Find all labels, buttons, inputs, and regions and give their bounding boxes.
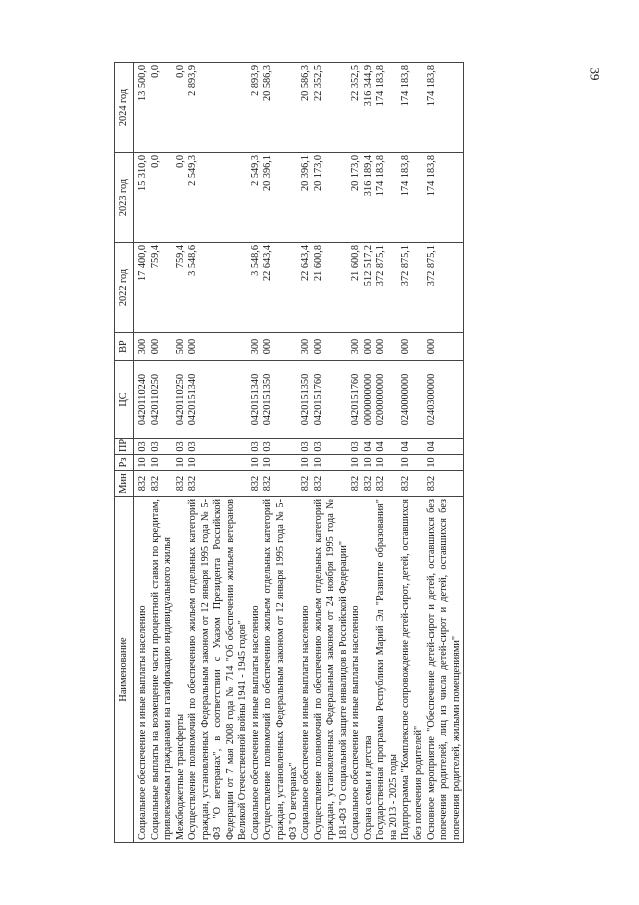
table-row [262, 63, 300, 843]
table-row [363, 63, 376, 843]
row-pr: 03 [300, 439, 313, 455]
row-min: 832 [350, 471, 363, 497]
row-2023: 15 310,0 [134, 153, 150, 243]
row-vr: 000 [187, 333, 250, 361]
row-pr: 03 [350, 439, 363, 455]
row-pr: 03 [134, 439, 150, 455]
row-2024: 0,0 [175, 63, 188, 153]
row-min: 832 [375, 471, 400, 497]
row-2022: 759,4 [150, 243, 175, 333]
table-row [134, 63, 150, 843]
row-rz: 10 [187, 455, 250, 471]
row-vr: 000 [313, 333, 351, 361]
row-2024: 20 586,3 [262, 63, 300, 153]
row-name: Государственная программа Республики Марий Эл "Развитие образования" на 2013 - 2025 годы [375, 497, 400, 843]
row-2022: 3 548,6 [250, 243, 263, 333]
row-2022: 372 875,1 [426, 243, 464, 333]
row-2022: 759,4 [175, 243, 188, 333]
row-2022: 22 643,4 [300, 243, 313, 333]
row-min: 832 [313, 471, 351, 497]
table-row [400, 63, 425, 843]
row-2023: 2 549,3 [187, 153, 250, 243]
row-cs: 0420151350 [300, 361, 313, 439]
budget-table [114, 62, 464, 843]
row-cs: 0420151760 [313, 361, 351, 439]
row-cs: 0420151340 [187, 361, 250, 439]
header-pr: ПР [115, 439, 134, 455]
row-2022: 21 600,8 [350, 243, 363, 333]
row-min: 832 [300, 471, 313, 497]
row-2024: 22 352,5 [350, 63, 363, 153]
row-vr: 300 [250, 333, 263, 361]
header-min: Мин [115, 471, 134, 497]
row-min: 832 [187, 471, 250, 497]
row-name: Социальное обеспечение и иные выплаты населению [134, 497, 150, 843]
row-cs: 0240300000 [426, 361, 464, 439]
row-name: Социальное обеспечение и иные выплаты населению [350, 497, 363, 843]
row-pr: 04 [375, 439, 400, 455]
row-name: Основное мероприятие "Обеспечение детей-сирот и детей, оставшихся без попечения родителей, лиц из числа детей-сирот и детей, оставшихся без попечения родителей, жилыми помещениями" [426, 497, 464, 843]
row-pr: 03 [175, 439, 188, 455]
row-name: Социальное обеспечение и иные выплаты населению [300, 497, 313, 843]
row-cs: 0420110250 [150, 361, 175, 439]
row-pr: 03 [187, 439, 250, 455]
row-name: Осуществление полномочий по обеспечению жильем отдельных категорий граждан, установленных Федеральным законом от 24 ноября 1995 года № 181-ФЗ "О социальной защите инвалидов в Российской Федерации" [313, 497, 351, 843]
row-rz: 10 [350, 455, 363, 471]
row-2022: 3 548,6 [187, 243, 250, 333]
table-header-row [115, 63, 134, 843]
row-2024: 22 352,5 [313, 63, 351, 153]
row-rz: 10 [313, 455, 351, 471]
row-vr: 000 [400, 333, 425, 361]
row-name: Подпрограмма "Комплексное сопровождение детей-сирот, детей, оставшихся без попечения родителей" [400, 497, 425, 843]
row-name: Социальное обеспечение и иные выплаты населению [250, 497, 263, 843]
row-2022: 17 400,0 [134, 243, 150, 333]
row-2023: 0,0 [150, 153, 175, 243]
row-2024: 316 344,9 [363, 63, 376, 153]
row-2023: 20 396,1 [300, 153, 313, 243]
row-vr: 500 [175, 333, 188, 361]
row-min: 832 [134, 471, 150, 497]
row-rz: 10 [426, 455, 464, 471]
row-2022: 372 875,1 [375, 243, 400, 333]
row-rz: 10 [375, 455, 400, 471]
table-row [150, 63, 175, 843]
row-2022: 512 517,2 [363, 243, 376, 333]
row-rz: 10 [400, 455, 425, 471]
row-2024: 20 586,3 [300, 63, 313, 153]
page-number: 39 [587, 67, 603, 81]
table-row [300, 63, 313, 843]
row-vr: 300 [134, 333, 150, 361]
row-2024: 13 500,0 [134, 63, 150, 153]
row-2023: 20 173,0 [350, 153, 363, 243]
header-vr: ВР [115, 333, 134, 361]
row-rz: 10 [134, 455, 150, 471]
row-min: 832 [400, 471, 425, 497]
row-cs: 0420110250 [175, 361, 188, 439]
row-2024: 174 183,8 [375, 63, 400, 153]
header-2022: 2022 год [115, 243, 134, 333]
row-min: 832 [262, 471, 300, 497]
row-pr: 03 [262, 439, 300, 455]
table-row [313, 63, 351, 843]
table-row [175, 63, 188, 843]
row-pr: 04 [400, 439, 425, 455]
row-cs: 0420151760 [350, 361, 363, 439]
row-pr: 04 [426, 439, 464, 455]
row-pr: 03 [150, 439, 175, 455]
row-2023: 20 396,1 [262, 153, 300, 243]
row-2022: 372 875,1 [400, 243, 425, 333]
row-rz: 10 [150, 455, 175, 471]
row-vr: 000 [262, 333, 300, 361]
row-2023: 174 183,8 [426, 153, 464, 243]
row-cs: 0420110240 [134, 361, 150, 439]
row-2023: 316 189,4 [363, 153, 376, 243]
row-vr: 300 [300, 333, 313, 361]
row-pr: 04 [363, 439, 376, 455]
row-2024: 2 893,9 [187, 63, 250, 153]
row-2024: 2 893,9 [250, 63, 263, 153]
row-min: 832 [426, 471, 464, 497]
row-name: Межбюджетные трансферты [175, 497, 188, 843]
row-vr: 300 [350, 333, 363, 361]
row-2023: 0,0 [175, 153, 188, 243]
row-rz: 10 [363, 455, 376, 471]
row-rz: 10 [262, 455, 300, 471]
row-min: 832 [175, 471, 188, 497]
header-2023: 2023 год [115, 153, 134, 243]
row-name: Охрана семьи и детства [363, 497, 376, 843]
row-2022: 22 643,4 [262, 243, 300, 333]
row-2022: 21 600,8 [313, 243, 351, 333]
row-rz: 10 [175, 455, 188, 471]
row-name: Социальные выплаты на возмещение части процентной ставки по кредитам, привлекаемым гражданами на газификацию индивидуального жилья [150, 497, 175, 843]
row-cs: 0420151350 [262, 361, 300, 439]
row-name: Осуществление полномочий по обеспечению жильем отдельных категорий граждан, установленных Федеральным законом от 12 января 1995 года № 5-ФЗ "О ветеранах" [262, 497, 300, 843]
row-cs: 0000000000 [363, 361, 376, 439]
table-row [375, 63, 400, 843]
rotated-table-area [114, 63, 639, 843]
header-rz: Рз [115, 455, 134, 471]
row-min: 832 [250, 471, 263, 497]
header-name: Наименование [115, 497, 134, 843]
row-2023: 20 173,0 [313, 153, 351, 243]
row-2023: 2 549,3 [250, 153, 263, 243]
header-cs: ЦС [115, 361, 134, 439]
row-min: 832 [363, 471, 376, 497]
header-2024: 2024 год [115, 63, 134, 153]
row-pr: 03 [250, 439, 263, 455]
row-name: Осуществление полномочий по обеспечению жильем отдельных категорий граждан, установленных Федеральным законом от 12 января 1995 года № 5-ФЗ "О ветеранах", в соответствии с Указом Президента Российской Федерации от 7 мая 2008 года № 714 "Об обеспечении жильем ветеранов Великой Отечественной войны 1941 - 1945 годов" [187, 497, 250, 843]
row-vr: 000 [150, 333, 175, 361]
row-rz: 10 [300, 455, 313, 471]
row-pr: 03 [313, 439, 351, 455]
row-2024: 0,0 [150, 63, 175, 153]
row-vr: 000 [375, 333, 400, 361]
row-min: 832 [150, 471, 175, 497]
row-vr: 000 [363, 333, 376, 361]
row-2024: 174 183,8 [400, 63, 425, 153]
table-row [187, 63, 250, 843]
table-row [250, 63, 263, 843]
row-cs: 0200000000 [375, 361, 400, 439]
table-row [350, 63, 363, 843]
row-2023: 174 183,8 [400, 153, 425, 243]
row-cs: 0240000000 [400, 361, 425, 439]
row-vr: 000 [426, 333, 464, 361]
row-cs: 0420151340 [250, 361, 263, 439]
row-2024: 174 183,8 [426, 63, 464, 153]
table-row [426, 63, 464, 843]
row-2023: 174 183,8 [375, 153, 400, 243]
row-rz: 10 [250, 455, 263, 471]
